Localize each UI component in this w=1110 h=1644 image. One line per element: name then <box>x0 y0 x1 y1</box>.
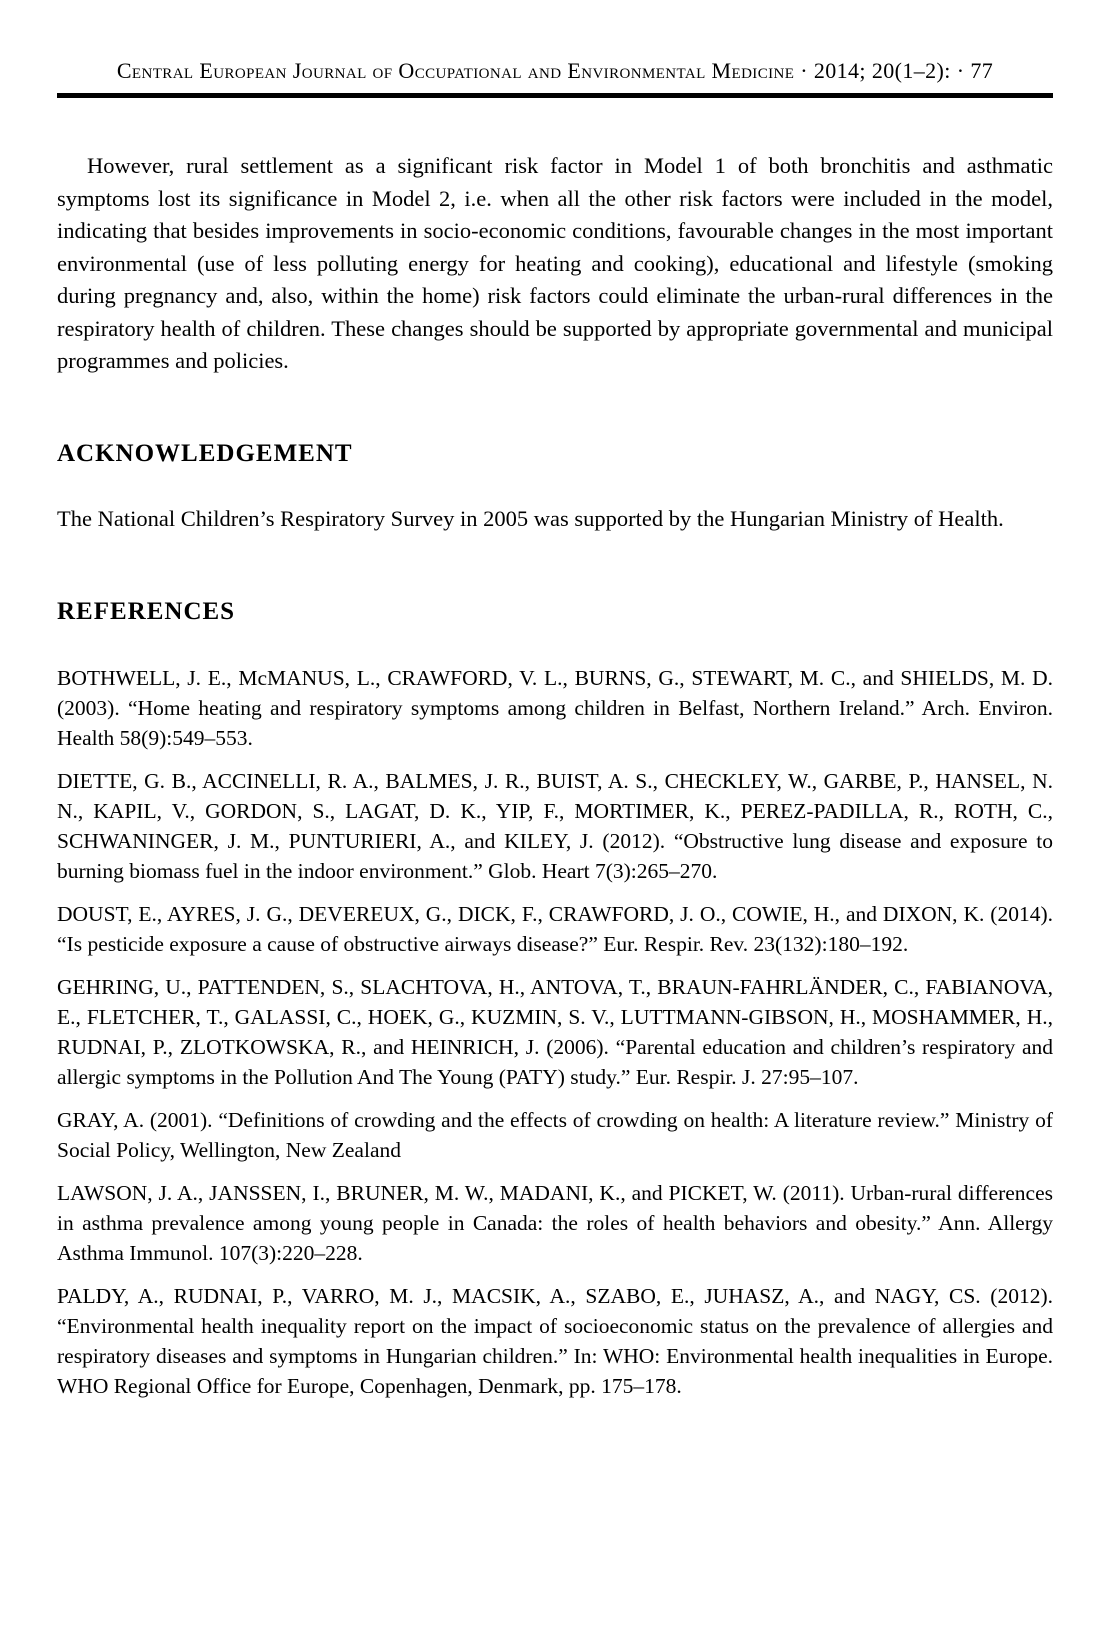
references-heading: REFERENCES <box>57 597 236 625</box>
reference-item-lawson: LAWSON, J. A., JANSSEN, I., BRUNER, M. W., MADANI, K., and PICKET, W. (2011). Urban-rural differences in asthma prevalence among young people in Canada: the roles of health behaviors and obesity.” Ann. Allergy Asthma Immunol. 107(3):220–228. <box>57 1181 1053 1266</box>
header-rule <box>57 93 1053 98</box>
reference-item-doust: DOUST, E., AYRES, J. G., DEVEREUX, G., DICK, F., CRAWFORD, J. O., COWIE, H., and DIXON, K. (2014). “Is pesticide exposure a cause of obstructive airways disease?” Eur. Respir. Rev. 23(132):180–192. <box>57 902 1053 957</box>
acknowledgement-text: The National Children’s Respiratory Survey in 2005 was supported by the Hungarian Ministry of Health. <box>57 506 1004 532</box>
reference-item-bothwell: BOTHWELL, J. E., McMANUS, L., CRAWFORD, V. L., BURNS, G., STEWART, M. C., and SHIELDS, M. D. (2003). “Home heating and respiratory symptoms among children in Belfast, Northern Ireland.” Arch. Environ. Health 58(9):549–553. <box>57 666 1053 751</box>
reference-item-gehring: GEHRING, U., PATTENDEN, S., SLACHTOVA, H., ANTOVA, T., BRAUN-FAHRLÄNDER, C., FABIANOVA, E., FLETCHER, T., GALASSI, C., HOEK, G., KUZMIN, S. V., LUTTMANN-GIBSON, H., MOSHAMMER, H., RUDNAI, P., ZLOTKOWSKA, R., and HEINRICH, J. (2006). “Parental education and children’s respiratory and allergic symptoms in the Pollution And The Young (PATY) study.” Eur. Respir. J. 27:95–107. <box>57 975 1053 1090</box>
journal-title-line: Central European Journal of Occupational and Environmental Medicine · 2014; 20(1–2): · 77 <box>116 58 994 83</box>
discussion-paragraph: However, rural settlement as a significant risk factor in Model 1 of both bronchitis and asthmatic symptoms lost its significance in Model 2, i.e. when all the other risk factors were included in the model, indicating that besides improvements in socio-economic conditions, favourable changes in the most important environmental (use of less polluting energy for heating and cooking), educational and lifestyle (smoking during pregnancy and, also, within the home) risk factors could eliminate the urban-rural differences in the respiratory health of children. These changes should be supported by appropriate governmental and municipal programmes and policies. <box>57 153 1053 374</box>
reference-item-paldy: PALDY, A., RUDNAI, P., VARRO, M. J., MACSIK, A., SZABO, E., JUHASZ, A., and NAGY, CS. (2012). “Environmental health inequality report on the impact of socioeconomic status on the prevalence of allergies and respiratory diseases and symptoms in Hungarian children.” In: WHO: Environmental health inequalities in Europe. WHO Regional Office for Europe, Copenhagen, Denmark, pp. 175–178. <box>57 1284 1053 1399</box>
reference-list <box>57 663 1053 1401</box>
page-header <box>57 58 1053 98</box>
reference-item-gray: GRAY, A. (2001). “Definitions of crowding and the effects of crowding on health: A literature review.” Ministry of Social Policy, Wellington, New Zealand <box>57 1108 1053 1163</box>
acknowledgement-heading: ACKNOWLEDGEMENT <box>57 439 353 467</box>
reference-item-diette: DIETTE, G. B., ACCINELLI, R. A., BALMES, J. R., BUIST, A. S., CHECKLEY, W., GARBE, P., HANSEL, N. N., KAPIL, V., GORDON, S., LAGAT, D. K., YIP, F., MORTIMER, K., PEREZ-PADILLA, R., ROTH, C., SCHWANINGER, J. M., PUNTURIERI, A., and KILEY, J. (2012). “Obstructive lung disease and exposure to burning biomass fuel in the indoor environment.” Glob. Heart 7(3):265–270. <box>57 769 1053 884</box>
